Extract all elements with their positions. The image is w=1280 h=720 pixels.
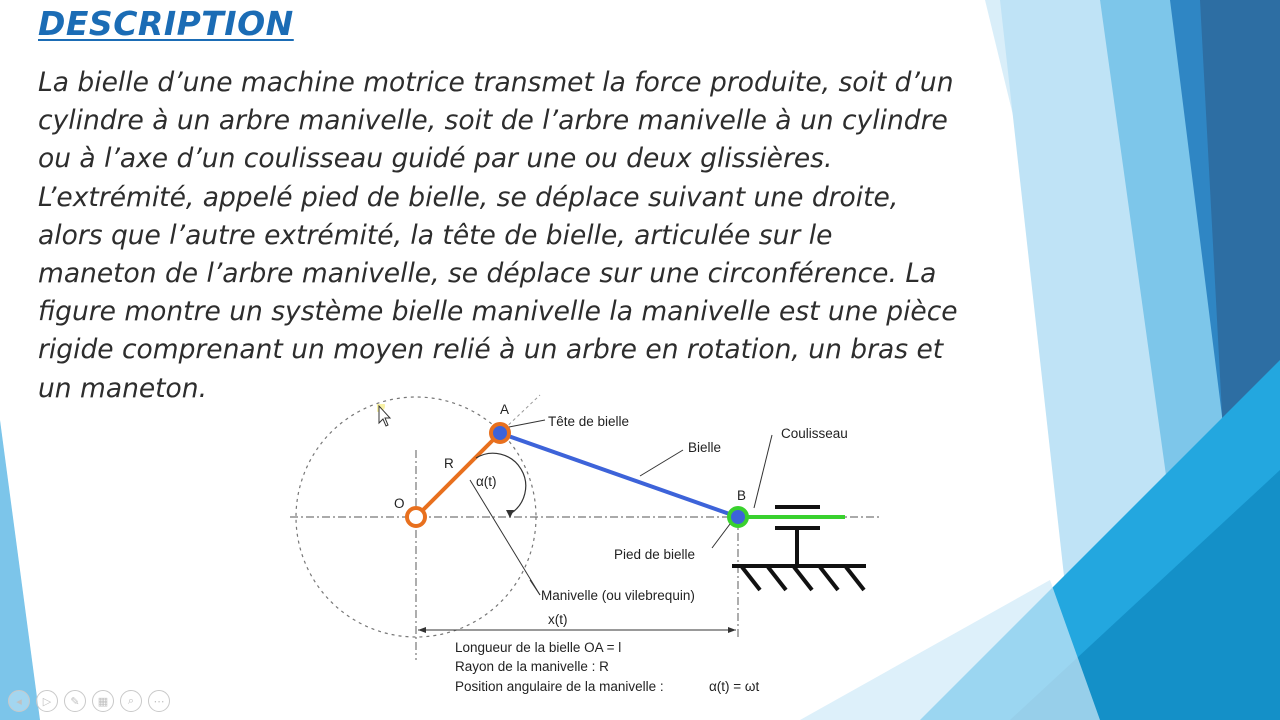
label-x-t: x(t): [548, 612, 568, 627]
paragraph-line: maneton de l’arbre manivelle, se déplace sur une circonférence. La: [38, 258, 937, 290]
alpha-arrow-head: [506, 510, 514, 518]
label-point-o: O: [394, 496, 405, 511]
label-coulisseau: Coulisseau: [781, 426, 848, 441]
pen-tool-icon[interactable]: ✎: [64, 690, 86, 712]
presentation-toolbar: [8, 690, 170, 712]
slide-title: DESCRIPTION: [38, 4, 294, 43]
paragraph-line: L’extrémité, appelé pied de bielle, se déplace suivant une droite,: [38, 181, 899, 213]
paragraph-line: un maneton.: [38, 372, 207, 404]
label-manivelle: Manivelle (ou vilebrequin): [541, 588, 695, 603]
next-slide-icon[interactable]: ▷: [36, 690, 58, 712]
zoom-icon[interactable]: ⌕: [120, 690, 142, 712]
legend-line-2: Rayon de la manivelle : R: [455, 659, 609, 674]
label-point-b: B: [737, 488, 747, 503]
more-options-icon[interactable]: ⋯: [148, 690, 170, 712]
previous-slide-icon[interactable]: ◂: [8, 690, 30, 712]
legend-line-3: Position angulaire de la manivelle :: [455, 679, 664, 694]
mouse-cursor-icon: [377, 404, 393, 428]
legend-line-1: Longueur de la bielle OA = l: [455, 640, 622, 655]
ground-hatching: [742, 567, 864, 590]
see-all-slides-icon[interactable]: ▦: [92, 690, 114, 712]
paragraph-line: figure montre un système bielle manivelle la manivelle est une pièce: [38, 296, 958, 328]
joint-a: [491, 424, 509, 442]
paragraph-line: cylindre à un arbre manivelle, soit de l’arbre manivelle à un cylindre: [38, 105, 948, 137]
label-bielle: Bielle: [688, 440, 722, 455]
paragraph-line: rigide comprenant un moyen relié à un arbre en rotation, un bras et: [38, 334, 944, 366]
label-radius: R: [444, 456, 454, 471]
paragraph-line: ou à l’axe d’un coulisseau guidé par une ou deux glissières.: [38, 143, 833, 175]
x-dimension-arrow-right: [728, 627, 736, 633]
label-pied-de-bielle: Pied de bielle: [614, 547, 696, 562]
label-point-a: A: [500, 402, 510, 417]
paragraph-line: alors que l’autre extrémité, la tête de bielle, articulée sur le: [38, 219, 833, 251]
label-tete-de-bielle: Tête de bielle: [548, 414, 630, 429]
label-alpha: α(t): [476, 474, 497, 489]
paragraph-line: La bielle d’une machine motrice transmet la force produite, soit d’un: [38, 67, 954, 98]
x-dimension-arrow-left: [418, 627, 426, 633]
leader-lines: [470, 420, 772, 595]
joint-b: [729, 508, 747, 526]
legend-line-3-formula: α(t) = ωt: [709, 679, 760, 694]
joint-o: [407, 508, 425, 526]
